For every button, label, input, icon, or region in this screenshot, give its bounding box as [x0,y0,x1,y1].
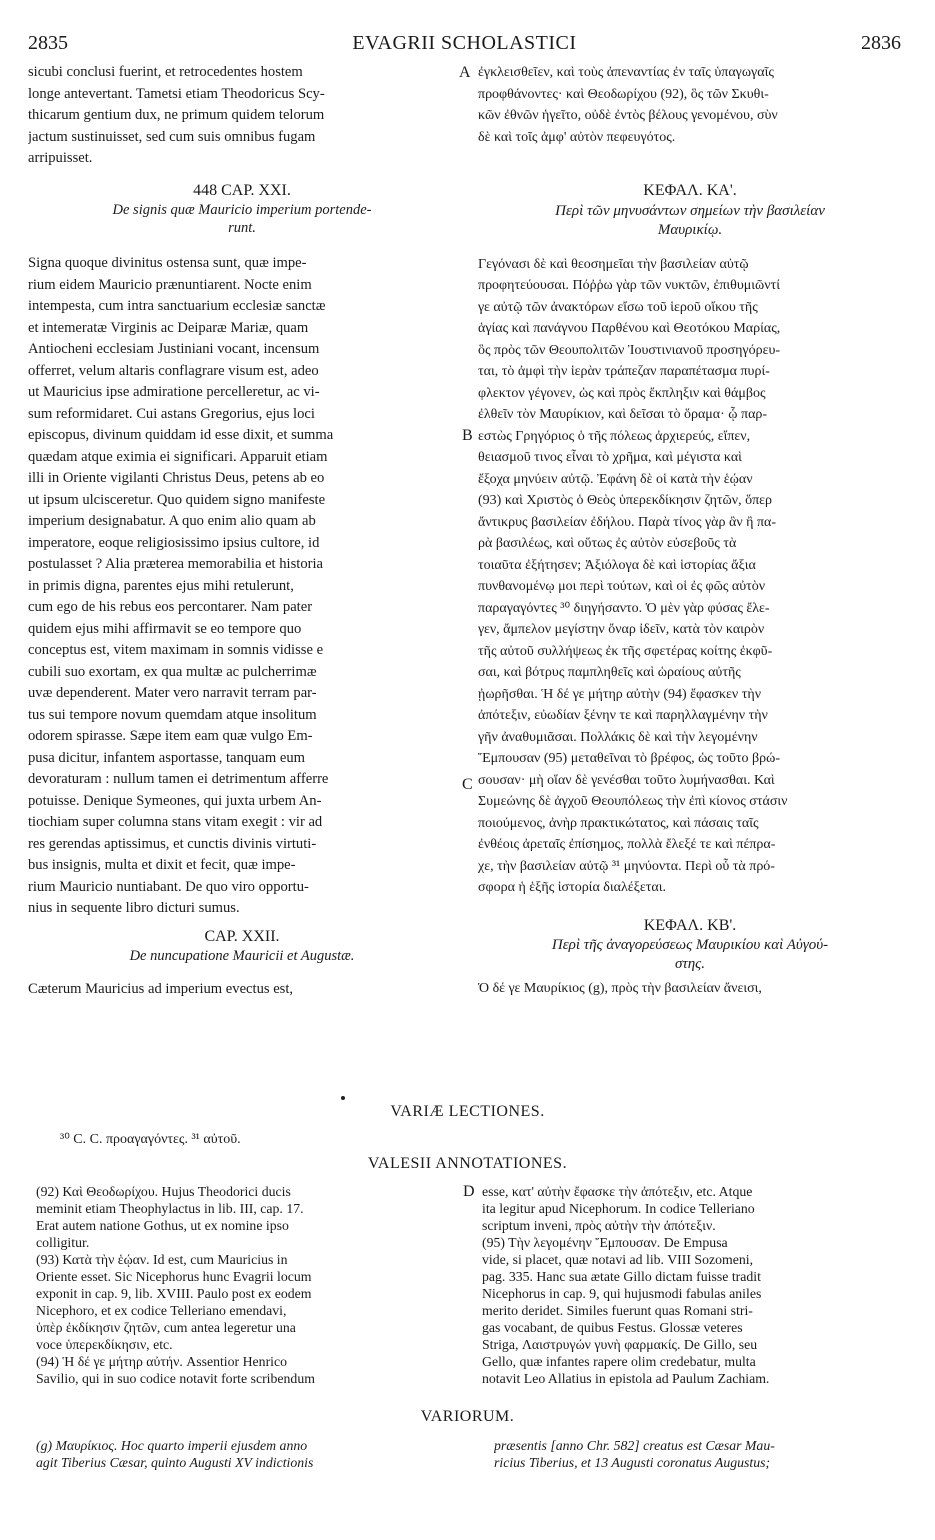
variae-lectiones-title: VARIÆ LECTIONES. [390,1103,545,1120]
text-line: potuisse. Denique Symeones, qui juxta urbem An- [28,792,322,809]
note-line: ita legitur apud Nicephorum. In codice Telleriano [482,1201,755,1216]
note-line: (92) Καὶ Θεοδωρίχου. Hujus Theodorici ducis [36,1184,291,1199]
text-line: τοιαῦτα ἐξήτησεν; Ἀξιόλογα δὲ καὶ ἱστορίας ἄξια [478,557,756,573]
text-line: odorem spirasse. Sæpe item eam quæ vulgo Em- [28,728,313,744]
text-line: nius in sequente libro dicturi sumus. [28,900,240,916]
text-line: προφθάνοντες· καὶ Θεοδωρίχου (92), ὃς τῶν Σκυθι- [478,86,769,102]
valesii-annotationes-title: VALESII ANNOTATIONES. [367,1155,568,1172]
text-line: Antiocheni ecclesiam Justiniani vocant, incensum [28,341,320,357]
note-line: meminit etiam Theophylactus in lib. III, cap. 17. [36,1201,304,1216]
text-line: offerret, velum altaris conflagrare visum est, adeo [28,362,319,379]
note-line: merito deridet. Similes fuerunt quas Romani stri- [482,1303,753,1318]
variorum-notes-left [36,1437,460,1471]
variae-lectiones-text: ³⁰ C. C. προαγαγόντες. ³¹ αὐτοῦ. [60,1132,241,1147]
text-line: ποιούμενος, ἀνὴρ πρακτικώτατος, καὶ πάσαις ταῖς [478,815,759,831]
text-line: κῶν ἐθνῶν ἡγεῖτο, οὐδὲ ἐντὸς βέλους γενομένου, σὺν [478,108,778,123]
latin-column [28,62,456,1001]
chapter-21-title-greek: ΚΕΦΑΛ. ΚΑ'. [643,182,737,199]
note-line: Nicephorus in cap. 9, qui hujusmodi fabulas aniles [482,1286,762,1301]
note-line: ὑπὲρ ἐκδίκησιν ζητῶν, cum antea legeretur una [36,1320,296,1335]
text-line: bus insignis, multa et dixit et fecit, quæ impe- [28,857,296,873]
text-line: intempesta, cum intra sanctuarium ecclesiæ sanctæ [28,298,326,314]
text-line: εστὼς Γρηγόριος ὁ τῆς πόλεως ἀρχιερεύς, εἴπεν, [478,428,751,444]
valesii-notes-right [482,1183,902,1387]
text-line: imperatore, eoque religiosissimo ipsius cultore, id [28,534,320,551]
running-head [28,32,901,58]
chapter-21-text-greek [478,254,902,899]
text-line: thicarum gentium dux, ne primum quidem telorum [28,107,325,123]
text-line: sum reformidaret. Cui astans Gregorius, ejus loci [28,405,315,422]
chapter-22-text-latin: Cæterum Mauricius ad imperium evectus est, [28,981,294,997]
text-line: ut Mauricius ipse admiratione percelleretur, ac vi- [28,384,320,400]
text-line: γῆν ἀναθυμιᾶσαι. Πολλάκις δὲ καὶ τὴν λεγομένην [478,729,758,745]
text-line: ὃς πρὸς τῶν Θεουπολιτῶν Ἰουστινιανοῦ προσηγόρευ- [478,342,781,358]
chapter-22-title-greek: ΚΕΦΑΛ. ΚΒ'. [643,916,737,934]
note-line: Oriente esset. Sic Nicephorus hunc Evagrii locum [36,1269,312,1284]
note-line: (94) Ἡ δέ γε μήτηρ αὐτήν. Assentior Henrico [36,1354,288,1369]
text-line: uvæ dependerent. Mater vero narravit terram par- [28,685,317,701]
chapter-21-subtitle-latin: De signis quæ Mauricio imperium portende- runt. [112,202,372,236]
text-line: δὲ καὶ τοῖς ἀμφ' αὐτὸν πεφευγότος. [478,129,676,145]
text-line: ut ipsum ulcisceretur. Quo quidem signo manifeste [28,491,326,508]
text-line: ἐλθεῖν τὸν Μαυρίκιον, καὶ δεῖσαι τὸ ὅραμα· ᾧ παρ- [478,407,768,422]
note-line: (95) Τὴν λεγομένην Ἔμπουσαν. De Empusa [482,1235,728,1250]
text-line: σφορα ἡ ἑξῆς ἱστορία διαλέξεται. [478,880,666,895]
text-line: longe antevertant. Tametsi etiam Theodoricus Scy- [28,85,325,102]
page-number-left: 2835 [28,32,68,54]
note-line: Nicephoro, et ex codice Telleriano emendavi, [36,1303,287,1318]
text-line: τῆς αὐτοῦ συλλήψεως ἐκ τῆς σφετέρας κοίτης ἐκφῦ- [478,643,773,659]
greek-intro [478,62,902,148]
valesii-notes-left [36,1183,456,1387]
note-line: (93) Κατὰ τὴν ἑῴαν. Id est, cum Mauricius in [36,1252,288,1267]
note-line: gas vocabant, de quibus Festus. Glossæ veteres [482,1320,743,1335]
note-line: ricius Tiberius, et 13 Augusti coronatus Augustus; [494,1455,771,1470]
text-line: arripuisset. [28,150,93,166]
chapter-22-title-latin: CAP. XXII. [204,927,280,945]
note-line: Striga, Λαιστρυγών γυνὴ φαρμακίς. De Gillo, seu [482,1337,758,1352]
text-line: jactum sustinuisset, sed cum suis omnibus fugam [28,128,316,145]
text-line: in primis digna, parentes ejus mihi retulerunt, [28,577,294,594]
text-line: γεν, ἄμπελον μεγίστην ὄναρ ἰδεῖν, κατὰ τὸν καιρὸν [478,622,765,637]
text-line: cum ego de his rebus eos percontarer. Nam pater [28,599,313,615]
note-line: voce ὑπερεκδίκησιν, etc. [36,1337,173,1352]
chapter-22-text-greek: Ὁ δέ γε Μαυρίκιος (g), πρὸς τὴν βασιλείαν ἄνεισι, [478,981,762,996]
note-line: colligitur. [36,1235,90,1250]
text-line: sicubi conclusi fuerint, et retrocedentes hostem [28,64,303,80]
latin-intro [28,62,456,170]
margin-letter-b: B [462,427,473,444]
text-line: φλεκτον γέγονεν, ὡς καὶ πρὸς ἔκπληξιν καὶ θάμβος [478,385,766,401]
text-line: illi in Oriente vigilanti Christus Deus, petens ab eo [28,470,325,486]
text-line: pusa dicitur, infantem asportasse, tanquam eum [28,749,306,766]
text-line: παραγαγόντες ³⁰ διηγήσαντο. Ὁ μὲν γὰρ φύσας ἔλε- [478,600,770,616]
running-title: EVAGRII SCHOLASTICI [352,32,577,54]
greek-column [478,62,902,1000]
variorum-notes-right [494,1437,904,1471]
note-line: notavit Leo Allatius in epistola ad Paulum Zachiam. [482,1371,770,1386]
chapter-22-subtitle-latin: De nuncupatione Mauricii et Augustæ. [129,948,355,964]
text-line: devoraturam : nullum tamen ei detrimentum afferre [28,771,329,787]
text-line: χε, τὴν βασιλείαν αὐτῷ ³¹ μηνύοντα. Περὶ οὗ τὰ πρό- [478,858,775,874]
chapter-21-subtitle-greek: Περὶ τῶν μηνυσάντων σημείων τὴν βασιλείαν Μαυρικίῳ. [555,202,825,238]
separator-dot [341,1096,345,1100]
text-line: ἐνθέοις ἀρεταῖς ἐπίσημος, πολλὰ ἔλεξέ τε καὶ πέπρα- [478,837,776,852]
chapter-21-text-latin [28,253,456,920]
note-line: agit Tiberius Cæsar, quinto Augusti XV indictionis [36,1455,314,1470]
text-line: tus sui tempore novum quemdam atque insolitum [28,706,317,723]
text-line: ἐγκλεισθεῖεν, καὶ τοὺς ἀπεναντίας ἐν ταῖς ὑπαγωγαῖς [478,65,774,80]
text-line: res gerendas aptissimus, et cunctis divinis virtuti- [28,835,317,852]
text-line: Signa quoque divinitus ostensa sunt, quæ impe- [28,255,307,271]
margin-letter-d: D [463,1183,475,1200]
note-line: præsentis [anno Chr. 582] creatus est Cæsar Mau- [494,1438,775,1453]
text-line: ἔξοχα μηνύειν αὐτῷ. Ἐφάνη δὲ οἱ κατὰ τὴν ἑῴαν [478,471,753,487]
note-line: Erat autem natione Gothus, ut ex nomine ipso [36,1218,289,1233]
note-line: esse, κατ' αὐτὴν ἔφασκε τὴν ἀπότεξιν, etc. Atque [482,1184,753,1199]
text-line: ᾐωρῆσθαι. Ἡ δέ γε μήτηρ αὐτὴν (94) ἔφασκεν τὴν [478,686,762,702]
text-line: ἁγίας καὶ πανάγνου Παρθένου καὶ Θεοτόκου Μαρίας, [478,321,781,336]
note-line: Gello, quæ infantes rapere olim credebatur, multa [482,1354,756,1369]
variorum-title: VARIORUM. [420,1408,515,1425]
text-line: et intemeratæ Virginis ac Deiparæ Mariæ, quam [28,319,309,336]
text-line: ἄντικρυς βασιλείαν ἐδήλου. Παρὰ τίνος γὰρ ἂν ἢ πα- [478,514,777,530]
text-line: σουσαν· μὴ οἵαν δὲ γενέσθαι τοῦτο λυμήνασθαι. Καὶ [478,772,775,788]
chapter-21-title-latin: 448 CAP. XXI. [193,181,291,199]
margin-letter-a: A [459,64,471,81]
text-line: rium eidem Mauricio prænuntiarent. Nocte enim [28,276,312,293]
text-line: Συμεώνης δὲ ἀγχοῦ Θεουπόλεως τὴν ἐπὶ κίονος στάσιν [478,794,788,809]
note-line: (g) Μαυρίκιος. Hoc quarto imperii ejusdem anno [36,1438,308,1453]
text-line: σαι, καὶ βότρυς παμπληθεῖς καὶ ὡραίους αὐτῆς [478,665,741,680]
text-line: ρὰ βασιλέως, καὶ οὕτως ἐς αὐτὸν εὐσεβοῦς τὰ [478,536,737,551]
note-line: exponit in cap. 9, lib. XVIII. Paulo post ex eodem [36,1286,312,1301]
text-line: postulasset ? Alia præterea memorabilia et historia [28,556,324,572]
text-line: ται, τὸ ἀμφὶ τὴν ἱερὰν τράπεζαν παραπέτασμα πυρί- [478,364,770,379]
text-line: γε αὐτῷ τῶν ἀνακτόρων εἴσω τοῦ ἱεροῦ οἴκου τῆς [478,299,758,315]
text-line: rium Mauricio nuntiabant. De quo viro opportu- [28,878,309,895]
note-line: vide, si placet, quæ notavi ad lib. VIII Sozomeni, [482,1252,754,1267]
text-line: quædam atque eximia ei significari. Apparuit etiam [28,448,328,465]
text-line: quidem ejus mihi affirmavit se eo tempore quo [28,620,302,637]
note-line: Savilio, qui in suo codice notavit forte scribendum [36,1371,315,1386]
text-line: Ἔμπουσαν (95) μεταθεῖναι τὸ βρέφος, ὡς τοῦτο βρώ- [478,751,780,766]
text-line: πυνθανομένῳ μοι περὶ τούτων, καὶ οἱ ἐς φῶς αὐτὸν [478,579,766,594]
page-number-right: 2836 [861,32,901,54]
text-line: θειασμοῦ τινος εἶναι τὸ χρῆμα, καὶ μέγιστα καὶ [478,450,742,465]
note-line: scriptum inveni, πρὸς αὐτὴν τὴν ἀπότεξιν. [482,1218,716,1233]
text-line: conceptus est, vitem maximam in somnis vidisse e [28,642,324,658]
text-line: (93) καὶ Χριστὸς ὁ Θεὸς ὑπερεκδίκησιν ζητῶν, ὅπερ [478,493,773,508]
text-line: Γεγόνασι δὲ καὶ θεοσημεῖαι τὴν βασιλείαν αὐτῷ [478,256,749,272]
note-line: pag. 335. Hanc sua ætate Gillo dictam fuisse tradit [482,1269,761,1284]
chapter-22-subtitle-greek: Περὶ τῆς ἀναγορεύσεως Μαυρικίου καὶ Αὐγού- στης. [551,937,829,972]
text-line: cubili suo exortam, ex qua multæ ac pulcherrimæ [28,663,317,680]
text-line: imperium designabatur. A quo enim alio quam ab [28,513,316,529]
text-line: episcopus, divinum quiddam id esse dixit, et summa [28,427,334,443]
text-line: προφητεύουσαι. Πόῤῥω γὰρ τῶν νυκτῶν, ἐπιθυμιῶντί [478,278,780,293]
text-line: tiochiam super columna stans vitam exegit : vir ad [28,814,323,830]
margin-letter-c: C [462,776,473,793]
text-line: ἀπότεξιν, εὐωδίαν ξένην τε καὶ παρηλλαγμένην τὴν [478,708,768,723]
